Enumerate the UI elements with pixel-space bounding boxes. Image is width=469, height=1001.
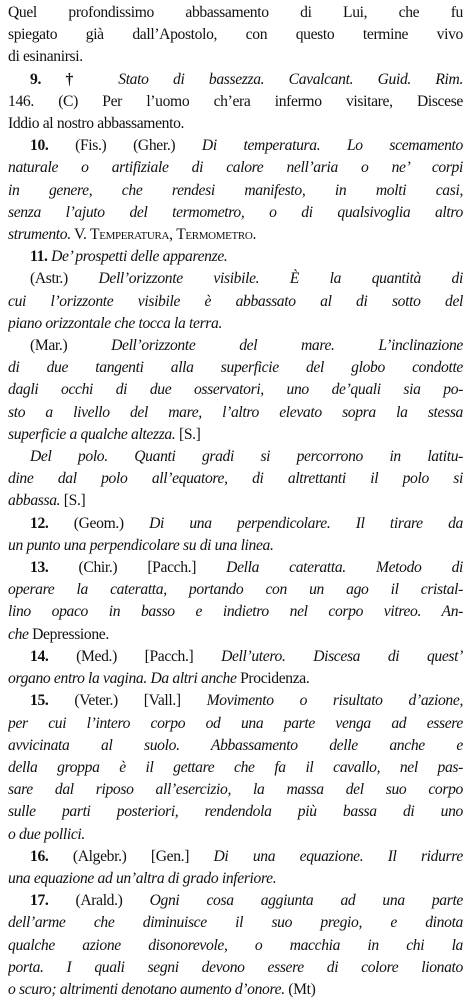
text-line <box>8 46 463 68</box>
text-run: Ogni cosa aggiunta ad una parte <box>149 892 463 910</box>
text-run: senza l’ajuto del termometro, o di qualsivoglia altro <box>8 203 463 221</box>
text-run: V. <box>70 226 91 244</box>
text-line <box>8 202 463 224</box>
text-run: (Mar.) <box>30 337 112 355</box>
sense-heading-11 <box>8 246 463 268</box>
text-run: (Veter.) [Vall.] <box>74 692 207 710</box>
text-run: 146. (C) Per l’uomo ch’era infermo visitare, Discese <box>8 92 463 110</box>
text-run: [S.] <box>175 425 201 443</box>
text-run: una equazione ad un’altra di grado inferiore. <box>8 869 277 887</box>
text-line <box>8 379 463 401</box>
text-run: Stato di bassezza. Cavalcant. Guid. Rim. <box>118 70 463 88</box>
text-run: naturale o artifiziale di calore nell’aria o ne’ corpi <box>8 159 463 177</box>
text-line <box>8 424 463 446</box>
text-run: di due tangenti alla superficie del globo condotte <box>8 359 463 377</box>
text-run: Termometro <box>176 226 253 244</box>
text-line <box>8 2 463 24</box>
sense-heading-9 <box>8 69 463 91</box>
text-run: † <box>65 70 119 88</box>
text-run: (Fis.) (Gher.) <box>75 137 202 155</box>
text-run: in genere, che rendesi manifesto, in molti casi, <box>8 181 463 199</box>
text-run: per cui l’intero corpo od una parte venga ad essere <box>8 714 463 732</box>
subsense-mar <box>8 335 463 357</box>
text-line <box>8 113 463 135</box>
subsense-polo <box>8 446 463 468</box>
text-run: Del polo. Quanti gradi si percorrono in latitu- <box>30 448 463 466</box>
sense-heading-14 <box>8 646 463 668</box>
text-run: Dell’utero. Discesa di quest’ <box>221 647 463 665</box>
text-line <box>8 979 463 1001</box>
text-line <box>8 824 463 846</box>
text-line <box>8 801 463 823</box>
text-run: 17. <box>30 892 76 910</box>
text-run: porta. I quali segni devono essere di colore lionato <box>8 958 463 976</box>
text-run: 9. <box>30 70 66 88</box>
text-run: 10. <box>30 137 76 155</box>
text-run: 11. <box>30 248 52 266</box>
text-run: (Med.) [Pacch.] <box>76 647 222 665</box>
text-run: qualche azione disonorevole, o macchia in chi la <box>8 936 463 954</box>
sense-heading-17 <box>8 890 463 912</box>
text-run: o due pollici. <box>8 825 85 843</box>
text-run: Depressione. <box>28 625 109 643</box>
text-line <box>8 912 463 934</box>
text-line <box>8 957 463 979</box>
text-line <box>8 490 463 512</box>
text-run: Di temperatura. Lo scemamento <box>201 137 463 155</box>
text-run: 16. <box>30 847 73 865</box>
subsense-astr <box>8 268 463 290</box>
text-run: sare dal riposo all’esercizio, la massa del suo corpo <box>8 781 463 799</box>
text-run: organo entro la vagina. Da altri anche <box>8 670 237 688</box>
text-run: 12. <box>30 514 74 532</box>
sense-heading-15 <box>8 690 463 712</box>
text-run: Procidenza. <box>236 670 310 688</box>
text-run: spiegato già dall’Apostolo, con questo termine vivo <box>8 26 463 44</box>
text-run: piano orizzontale che tocca la terra. <box>8 314 222 332</box>
text-run: dine dal polo all’equatore, di altrettanti il polo si <box>8 470 463 488</box>
text-run: Quel profondissimo abbassamento di Lui, che fu <box>8 4 463 21</box>
text-run: Movimento o risultato d’azione, <box>206 692 463 710</box>
text-run: cui l’orizzonte visibile è abbassato al di sotto del <box>8 292 463 310</box>
text-run: di esinanirsi. <box>8 48 83 66</box>
text-line <box>8 180 463 202</box>
text-run: sto a livello del mare, l’altro elevato sopra la stessa <box>8 403 463 421</box>
text-line <box>8 757 463 779</box>
text-run: (Astr.) <box>30 270 99 288</box>
text-line <box>8 668 463 690</box>
text-line <box>8 868 463 890</box>
text-line <box>8 24 463 46</box>
text-line <box>8 935 463 957</box>
sense-heading-13 <box>8 557 463 579</box>
text-run: dagli occhi di due osservatori, uno de’quali sia po- <box>8 381 463 399</box>
text-line <box>8 468 463 490</box>
text-run: Dell’orizzonte visibile. È la quantità di <box>98 270 463 288</box>
text-run: abbassa. <box>8 492 61 510</box>
text-run: avvicinata al suolo. Abbassamento delle anche e <box>8 736 463 754</box>
text-run: o scuro; altrimenti denotano aumento d’onore. <box>8 980 285 998</box>
text-line <box>8 713 463 735</box>
text-run: lino opaco in basso e indietro nel corpo vitreo. An- <box>8 603 463 621</box>
text-run: (Geom.) <box>73 514 150 532</box>
text-line <box>8 624 463 646</box>
text-run: Di una perpendicolare. Il tirare da <box>149 514 463 532</box>
text-line <box>8 535 463 557</box>
text-line <box>8 291 463 313</box>
text-run: sulle parti posteriori, rendendola più bassa di uno <box>8 803 463 821</box>
text-run: Iddio al nostro abbassamento. <box>8 115 185 133</box>
text-run: operare la cateratta, portando con un ago il cristal- <box>8 581 463 599</box>
text-run: Di una equazione. Il ridurre <box>213 847 463 865</box>
text-line <box>8 735 463 757</box>
text-run: 13. <box>30 559 79 577</box>
text-run: 15. <box>30 692 75 710</box>
text-run: [S.] <box>60 492 86 510</box>
text-run: (Arald.) <box>75 892 150 910</box>
text-run: Della cateratta. Metodo di <box>226 559 463 577</box>
text-run: (Algebr.) [Gen.] <box>72 847 214 865</box>
sense-heading-12 <box>8 513 463 535</box>
text-line <box>8 601 463 623</box>
sense-heading-16 <box>8 846 463 868</box>
text-run: 14. <box>30 647 77 665</box>
text-run: un punto una perpendicolare su di una linea. <box>8 536 274 554</box>
text-run: Dell’orizzonte del mare. L’inclinazione <box>111 337 463 355</box>
text-run: strumento. <box>8 226 71 244</box>
text-run: . <box>252 226 257 244</box>
text-run: , <box>169 226 177 244</box>
text-line <box>8 402 463 424</box>
text-line <box>8 91 463 113</box>
text-run: (Chir.) [Pacch.] <box>78 559 227 577</box>
text-line <box>8 157 463 179</box>
text-run: (Mt) <box>284 980 316 998</box>
text-line <box>8 313 463 335</box>
text-run: dell’arme che diminuisce il suo pregio, e dinota <box>8 914 463 932</box>
text-run: della groppa è il gettare che fa il cavallo, nel pas- <box>8 758 463 776</box>
text-run: superficie a qualche altezza. <box>8 425 176 443</box>
text-line <box>8 357 463 379</box>
text-line <box>8 224 463 246</box>
text-run: che <box>8 625 29 643</box>
text-run: Temperatura <box>90 226 170 244</box>
sense-heading-10 <box>8 135 463 157</box>
text-run: De’ prospetti delle apparenze. <box>51 248 228 266</box>
text-line <box>8 579 463 601</box>
text-line <box>8 779 463 801</box>
